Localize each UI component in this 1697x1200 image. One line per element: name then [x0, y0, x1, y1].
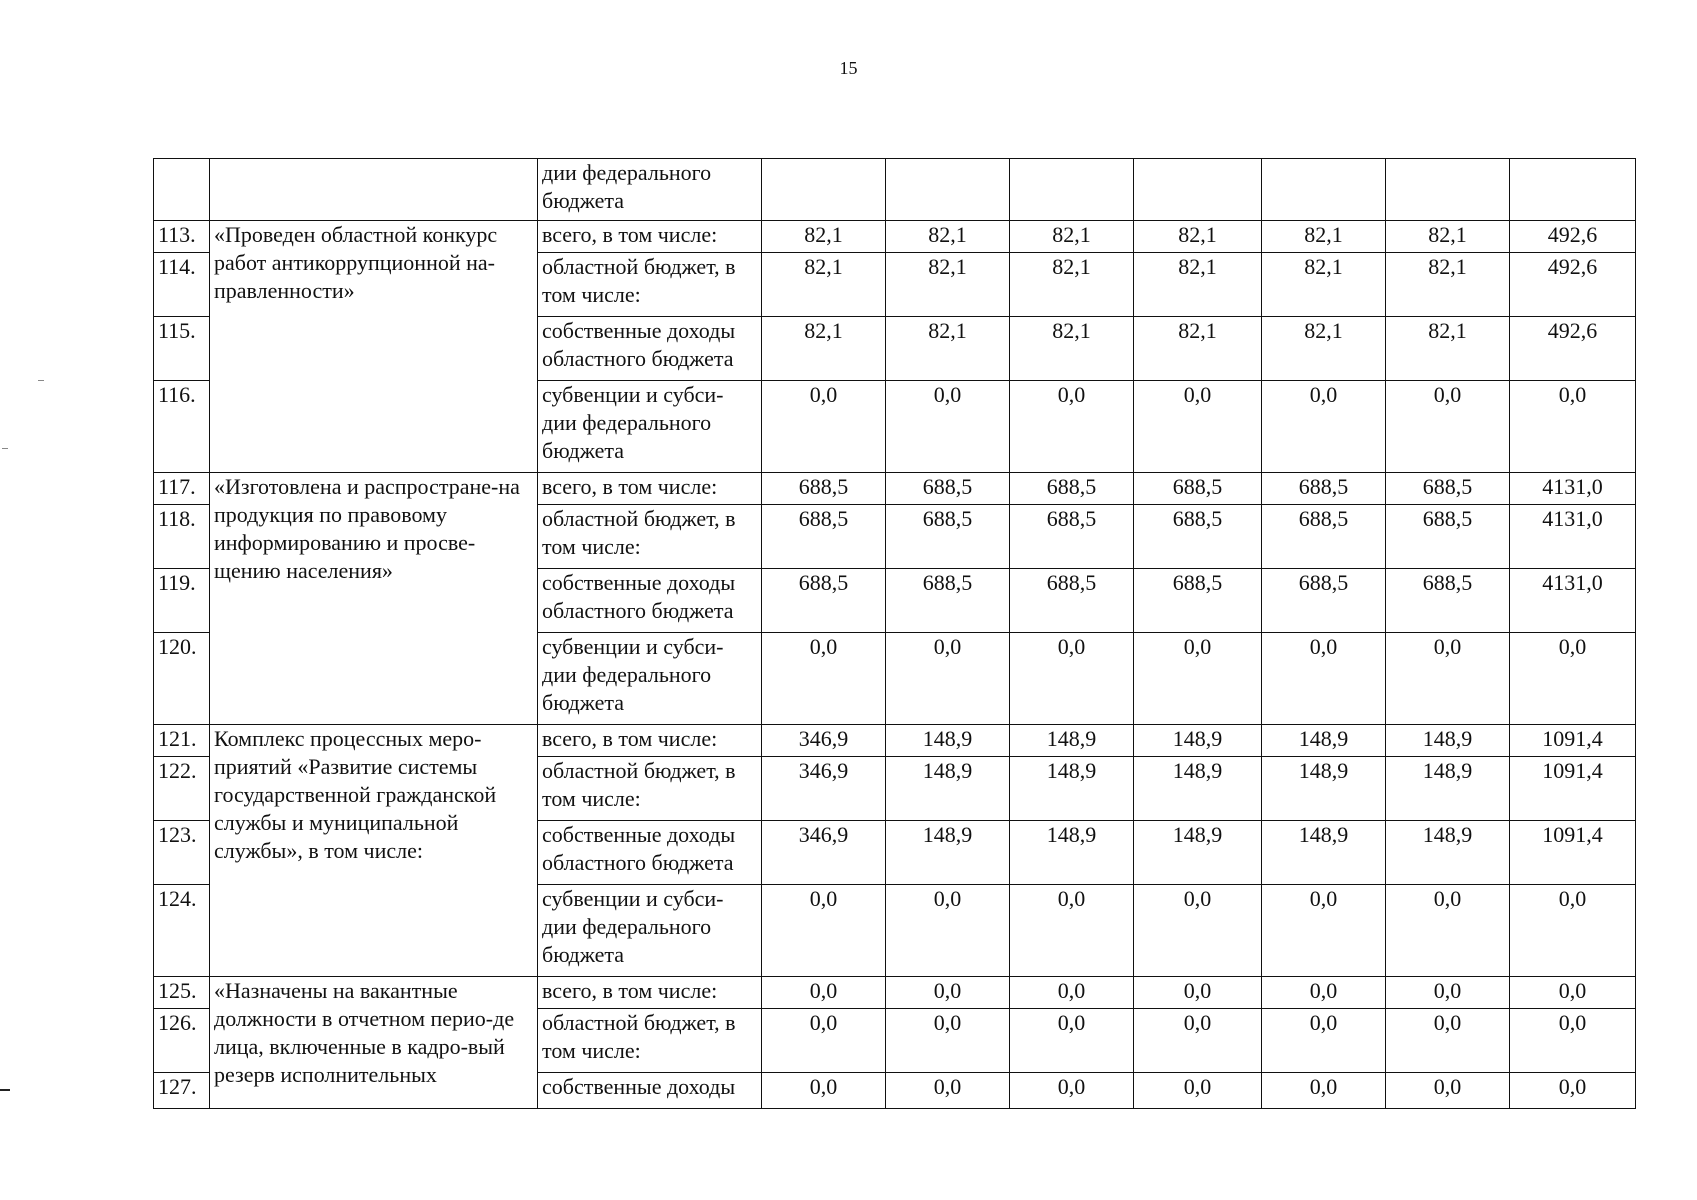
activity-name: «Проведен областной конкурс работ антикоррупционной на-правленности» — [210, 221, 538, 473]
year-value: 688,5 — [1010, 473, 1134, 505]
year-value: 0,0 — [886, 1073, 1010, 1109]
scan-mark — [2, 448, 8, 449]
year-value: 688,5 — [762, 505, 886, 569]
row-number: 115. — [154, 317, 210, 381]
table-row — [154, 221, 1636, 253]
year-value: 0,0 — [1134, 1073, 1262, 1109]
year-value: 0,0 — [762, 633, 886, 725]
year-value: 0,0 — [886, 977, 1010, 1009]
year-value: 82,1 — [1010, 317, 1134, 381]
activity-name: «Изготовлена и распростране-на продукция по правовому информированию и просве-щению населения» — [210, 473, 538, 725]
year-value: 0,0 — [1010, 1073, 1134, 1109]
year-value: 688,5 — [1262, 473, 1386, 505]
year-value: 688,5 — [1386, 569, 1510, 633]
total-value: 0,0 — [1510, 1009, 1636, 1073]
table-row — [154, 977, 1636, 1009]
year-value: 82,1 — [1386, 253, 1510, 317]
year-value: 0,0 — [1262, 1073, 1386, 1109]
year-value: 0,0 — [1134, 633, 1262, 725]
year-value — [1134, 159, 1262, 221]
year-value: 346,9 — [762, 757, 886, 821]
funding-source: собственные доходы областного бюджета — [538, 569, 762, 633]
year-value: 0,0 — [1262, 633, 1386, 725]
year-value: 688,5 — [762, 473, 886, 505]
year-value: 148,9 — [1386, 821, 1510, 885]
table-body — [154, 159, 1636, 1109]
funding-source: областной бюджет, в том числе: — [538, 253, 762, 317]
year-value — [762, 159, 886, 221]
year-value: 82,1 — [1262, 253, 1386, 317]
budget-table — [153, 158, 1636, 1109]
total-value: 4131,0 — [1510, 473, 1636, 505]
year-value: 82,1 — [1262, 221, 1386, 253]
year-value: 82,1 — [1386, 221, 1510, 253]
funding-source: областной бюджет, в том числе: — [538, 505, 762, 569]
year-value: 0,0 — [1386, 977, 1510, 1009]
year-value: 0,0 — [1386, 1009, 1510, 1073]
year-value: 0,0 — [1262, 977, 1386, 1009]
year-value: 82,1 — [762, 253, 886, 317]
year-value: 0,0 — [886, 381, 1010, 473]
row-number: 127. — [154, 1073, 210, 1109]
year-value: 0,0 — [1010, 633, 1134, 725]
year-value: 0,0 — [886, 1009, 1010, 1073]
year-value: 0,0 — [1386, 633, 1510, 725]
year-value: 148,9 — [1010, 757, 1134, 821]
total-value: 492,6 — [1510, 253, 1636, 317]
year-value: 688,5 — [1386, 473, 1510, 505]
year-value: 82,1 — [762, 221, 886, 253]
funding-source: собственные доходы областного бюджета — [538, 317, 762, 381]
total-value — [1510, 159, 1636, 221]
year-value: 0,0 — [1010, 885, 1134, 977]
year-value: 82,1 — [886, 317, 1010, 381]
year-value: 82,1 — [1134, 221, 1262, 253]
year-value: 0,0 — [1262, 381, 1386, 473]
year-value: 0,0 — [1010, 381, 1134, 473]
total-value: 492,6 — [1510, 317, 1636, 381]
margin-tick — [0, 1089, 10, 1091]
total-value: 1091,4 — [1510, 821, 1636, 885]
year-value: 148,9 — [1010, 725, 1134, 757]
funding-source: областной бюджет, в том числе: — [538, 1009, 762, 1073]
total-value: 1091,4 — [1510, 725, 1636, 757]
total-value: 4131,0 — [1510, 569, 1636, 633]
row-number: 126. — [154, 1009, 210, 1073]
row-number: 117. — [154, 473, 210, 505]
year-value: 688,5 — [1010, 505, 1134, 569]
total-value: 0,0 — [1510, 885, 1636, 977]
funding-source: субвенции и субси-дии федерального бюджета — [538, 381, 762, 473]
year-value: 82,1 — [1010, 253, 1134, 317]
year-value: 0,0 — [762, 1073, 886, 1109]
row-number: 119. — [154, 569, 210, 633]
year-value: 0,0 — [1010, 1009, 1134, 1073]
year-value: 688,5 — [1262, 569, 1386, 633]
year-value: 82,1 — [1010, 221, 1134, 253]
year-value: 0,0 — [1134, 885, 1262, 977]
year-value: 82,1 — [886, 221, 1010, 253]
table-row — [154, 725, 1636, 757]
page-number: 15 — [839, 58, 858, 78]
row-number: 122. — [154, 757, 210, 821]
year-value: 82,1 — [1386, 317, 1510, 381]
funding-source: всего, в том числе: — [538, 473, 762, 505]
year-value: 346,9 — [762, 725, 886, 757]
funding-source: субвенции и субси-дии федерального бюджета — [538, 885, 762, 977]
row-number: 113. — [154, 221, 210, 253]
funding-source: дии федерального бюджета — [538, 159, 762, 221]
year-value: 0,0 — [1262, 885, 1386, 977]
year-value: 148,9 — [1262, 821, 1386, 885]
row-number: 125. — [154, 977, 210, 1009]
year-value: 0,0 — [1134, 381, 1262, 473]
year-value: 0,0 — [762, 1009, 886, 1073]
row-number: 124. — [154, 885, 210, 977]
year-value — [1010, 159, 1134, 221]
total-value: 0,0 — [1510, 381, 1636, 473]
year-value: 148,9 — [886, 821, 1010, 885]
year-value: 0,0 — [1134, 977, 1262, 1009]
year-value: 148,9 — [1010, 821, 1134, 885]
year-value: 688,5 — [1134, 473, 1262, 505]
row-number: 123. — [154, 821, 210, 885]
year-value: 148,9 — [886, 725, 1010, 757]
funding-source: субвенции и субси-дии федерального бюджета — [538, 633, 762, 725]
year-value — [1262, 159, 1386, 221]
year-value: 688,5 — [1134, 569, 1262, 633]
year-value: 0,0 — [762, 381, 886, 473]
year-value: 148,9 — [1262, 757, 1386, 821]
total-value: 0,0 — [1510, 633, 1636, 725]
total-value: 4131,0 — [1510, 505, 1636, 569]
year-value: 82,1 — [1134, 317, 1262, 381]
year-value: 148,9 — [1134, 757, 1262, 821]
year-value: 0,0 — [1010, 977, 1134, 1009]
year-value: 0,0 — [762, 977, 886, 1009]
year-value: 0,0 — [1386, 885, 1510, 977]
activity-name: Комплекс процессных меро-приятий «Развитие системы государственной гражданской службы и муниципальной службы», в том числе: — [210, 725, 538, 977]
year-value: 0,0 — [1386, 1073, 1510, 1109]
year-value: 688,5 — [1262, 505, 1386, 569]
year-value: 0,0 — [1134, 1009, 1262, 1073]
year-value: 148,9 — [1386, 757, 1510, 821]
year-value: 82,1 — [762, 317, 886, 381]
total-value: 1091,4 — [1510, 757, 1636, 821]
table-row — [154, 473, 1636, 505]
year-value: 0,0 — [1262, 1009, 1386, 1073]
year-value: 0,0 — [886, 885, 1010, 977]
year-value: 688,5 — [886, 505, 1010, 569]
table-row — [154, 159, 1636, 221]
year-value: 0,0 — [886, 633, 1010, 725]
row-number: 116. — [154, 381, 210, 473]
year-value: 148,9 — [1134, 725, 1262, 757]
row-number: 114. — [154, 253, 210, 317]
total-value: 492,6 — [1510, 221, 1636, 253]
funding-source: всего, в том числе: — [538, 977, 762, 1009]
row-number — [154, 159, 210, 221]
year-value: 346,9 — [762, 821, 886, 885]
total-value: 0,0 — [1510, 1073, 1636, 1109]
year-value: 0,0 — [762, 885, 886, 977]
year-value: 688,5 — [1386, 505, 1510, 569]
year-value: 82,1 — [886, 253, 1010, 317]
year-value: 148,9 — [1134, 821, 1262, 885]
row-number: 118. — [154, 505, 210, 569]
year-value: 688,5 — [886, 569, 1010, 633]
activity-name: «Назначены на вакантные должности в отчетном перио-де лица, включенные в кадро-вый резерв исполнительных — [210, 977, 538, 1109]
funding-source: областной бюджет, в том числе: — [538, 757, 762, 821]
scan-mark — [38, 380, 44, 381]
year-value: 148,9 — [1386, 725, 1510, 757]
row-number: 121. — [154, 725, 210, 757]
funding-source: собственные доходы — [538, 1073, 762, 1109]
funding-source: собственные доходы областного бюджета — [538, 821, 762, 885]
year-value: 688,5 — [886, 473, 1010, 505]
year-value: 148,9 — [1262, 725, 1386, 757]
year-value: 82,1 — [1262, 317, 1386, 381]
year-value: 148,9 — [886, 757, 1010, 821]
year-value: 688,5 — [762, 569, 886, 633]
row-number: 120. — [154, 633, 210, 725]
year-value: 688,5 — [1010, 569, 1134, 633]
activity-name — [210, 159, 538, 221]
year-value — [886, 159, 1010, 221]
year-value: 0,0 — [1386, 381, 1510, 473]
funding-source: всего, в том числе: — [538, 221, 762, 253]
funding-source: всего, в том числе: — [538, 725, 762, 757]
year-value — [1386, 159, 1510, 221]
year-value: 688,5 — [1134, 505, 1262, 569]
total-value: 0,0 — [1510, 977, 1636, 1009]
year-value: 82,1 — [1134, 253, 1262, 317]
